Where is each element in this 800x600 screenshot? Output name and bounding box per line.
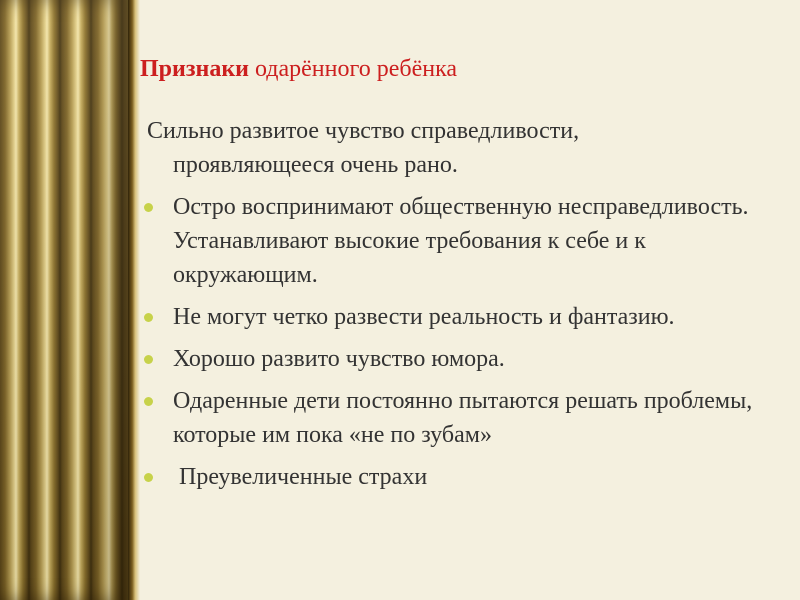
slide-content: [147, 114, 787, 502]
bullet-dot: [144, 397, 153, 406]
list-item: [147, 300, 787, 334]
list-item: [147, 384, 787, 452]
decorative-gold-curtain: [0, 0, 128, 600]
intro-line-1: Сильно развитое чувство справедливости,: [147, 118, 580, 144]
bullet-dot: [144, 203, 153, 212]
intro-paragraph: [147, 114, 787, 182]
list-item-text: Хорошо развито чувство юмора.: [173, 346, 505, 372]
list-item: [147, 190, 787, 292]
title-rest: одарённого ребёнка: [254, 56, 458, 82]
slide-title: [140, 56, 457, 83]
intro-line-2: проявляющееся очень рано.: [173, 152, 458, 178]
bullet-dot: [144, 355, 153, 364]
bullet-dot: [144, 473, 153, 482]
list-item-text: Остро воспринимают общественную несправедливость. Устанавливают высокие требования к себе и к окружающим.: [173, 194, 749, 288]
bullet-dot: [144, 313, 153, 322]
list-item: [147, 460, 787, 494]
title-bold: Признаки: [140, 56, 249, 82]
list-item: [147, 342, 787, 376]
list-item-text: Одаренные дети постоянно пытаются решать проблемы, которые им пока «не по зубам»: [173, 388, 753, 448]
decorative-edge-shadow: [128, 0, 140, 600]
list-item-text: Не могут четко развести реальность и фантазию.: [173, 304, 675, 330]
list-item-text: Преувеличенные страхи: [179, 464, 428, 490]
